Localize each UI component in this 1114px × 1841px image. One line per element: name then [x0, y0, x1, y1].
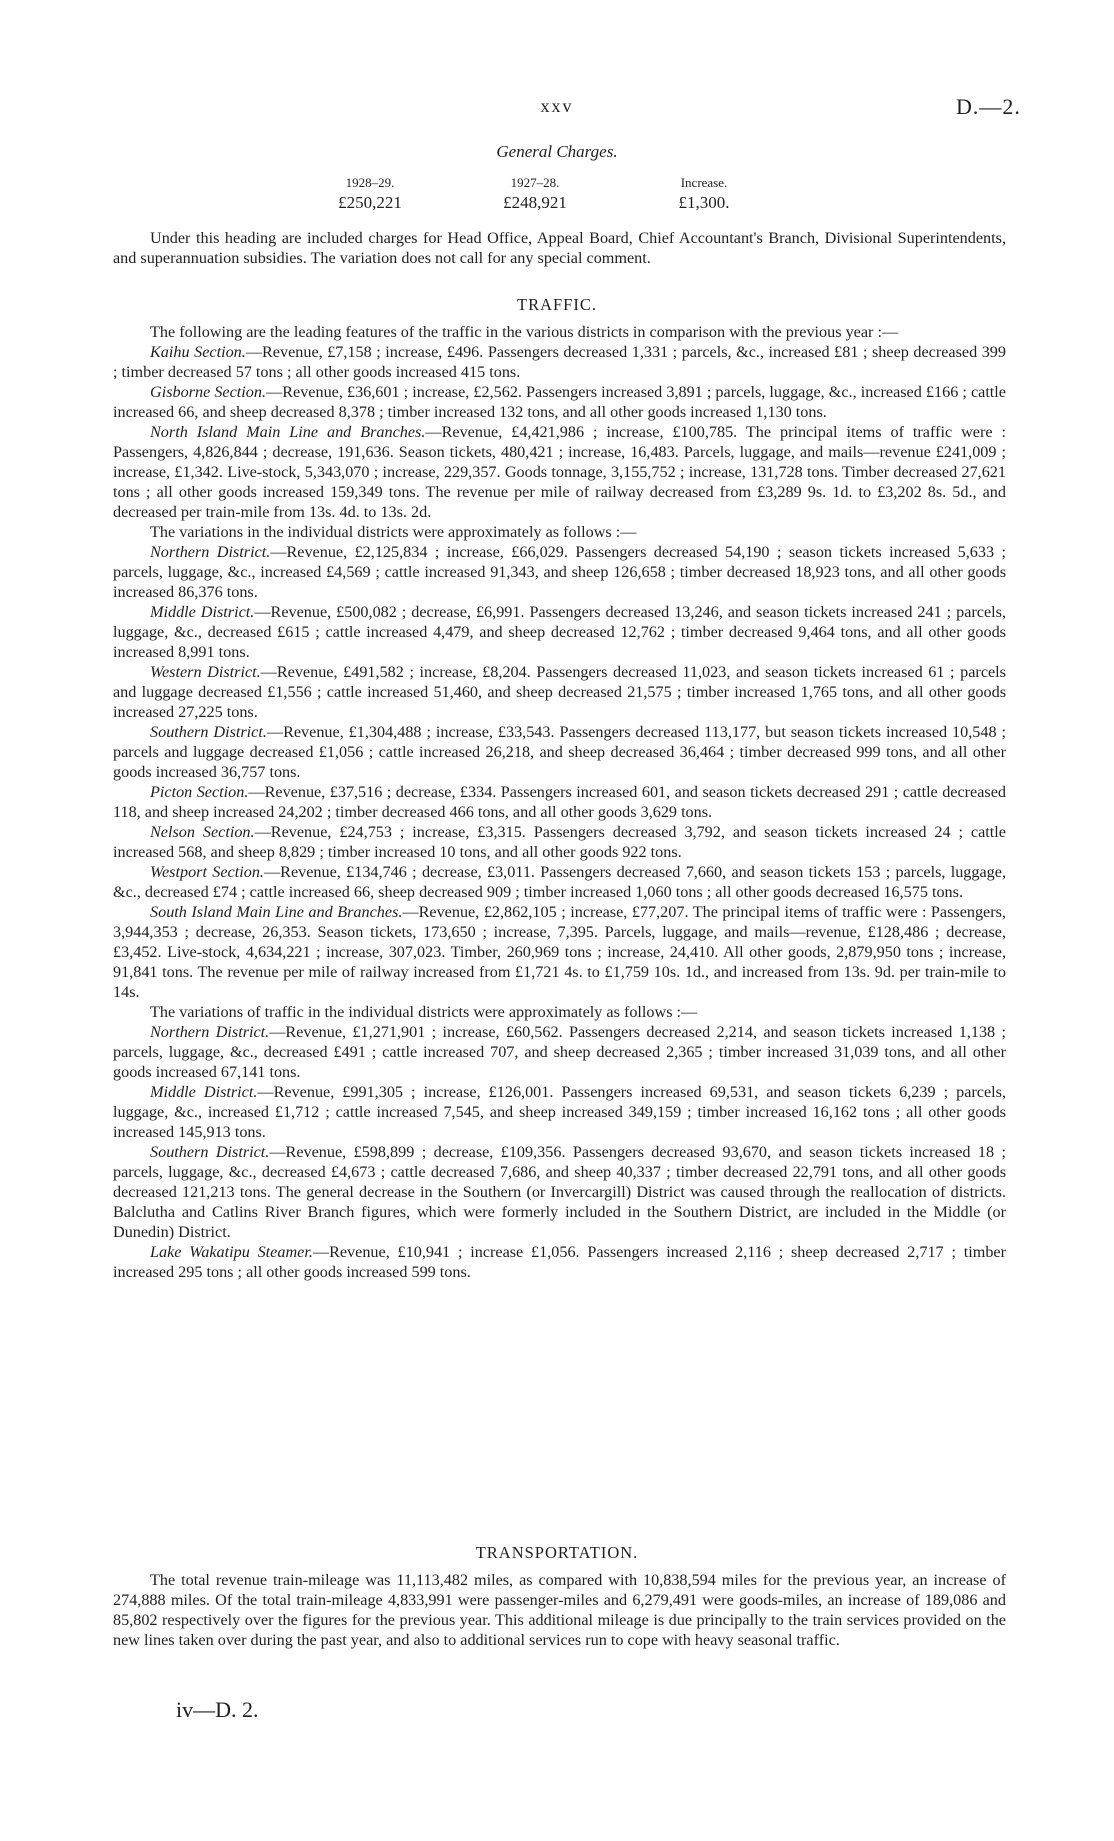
- district-text: —Revenue, £491,582 ; increase, £8,204. Passengers decreased 11,023, and season tickets increased 61 ; parcels and luggage decreased £1,556 ; cattle increased 51,460, and sheep decreased 21,575 ; timber increased 1,765 tons, and all other goods increased 27,225 tons.: [113, 663, 1006, 721]
- district-text: —Revenue, £4,421,986 ; increase, £100,785. The principal items of traffic were : Passengers, 4,826,844 ; decrease, 191,636. Season tickets, 480,421 ; increase, 16,483. Parcels, luggage, and mails—revenue £241,009 ; increase, £1,342. Live-stock, 5,343,070 ; increase, 229,357. Goods tonnage, 3,155,752 ; increase, 131,728 tons. Timber decreased 27,621 tons ; all other goods increased 159,349 tons. The revenue per mile of railway decreased from £3,289 9s. 1d. to £3,202 8s. 5d., and decreased per train-mile from 13s. 4d. to 13s. 2d.: [113, 423, 1006, 521]
- district-text: —Revenue, £36,601 ; increase, £2,562. Passengers increased 3,891 ; parcels, luggage, &c., increased £166 ; cattle increased 66, and sheep decreased 8,378 ; timber increased 132 tons, and all other goods increased 1,130 tons.: [113, 383, 1006, 421]
- traffic-paragraph: [113, 862, 1006, 902]
- district-label: Lake Wakatipu Steamer.: [150, 1243, 313, 1261]
- traffic-paragraph: [113, 1002, 1006, 1022]
- charges-year: 1928–29.: [345, 175, 395, 190]
- district-text: —Revenue, £10,941 ; increase £1,056. Passengers increased 2,116 ; sheep decreased 2,717 ; timber increased 295 tons ; all other goods increased 599 tons.: [113, 1243, 1006, 1281]
- transportation-paragraph: The total revenue train-mileage was 11,113,482 miles, as compared with 10,838,594 miles for the previous year, an increase of 274,888 miles. Of the total train-mileage 4,833,991 were passenger-miles and 6,279,491 were goods-miles, an increase of 189,086 and 85,802 respectively over the figures for the previous year. This additional mileage is due principally to the train services provided on the new lines taken over during the past year, and also to additional services run to cope with heavy seasonal traffic.: [113, 1571, 1006, 1649]
- traffic-paragraph: [113, 662, 1006, 722]
- district-label: Southern District.: [150, 723, 267, 741]
- district-label: Kaihu Section.: [150, 343, 246, 361]
- district-text: —Revenue, £2,862,105 ; increase, £77,207. The principal items of traffic were : Passengers, 3,944,353 ; decrease, 26,353. Season tickets, 173,650 ; increase, 7,395. Parcels, luggage, and mails—revenue, £128,486 ; decrease, £3,452. Live-stock, 4,634,221 ; increase, 307,023. Timber, 260,969 tons ; increase, 24,410. All other goods, 2,879,950 tons ; increase, 91,841 tons. The revenue per mile of railway increased from £1,721 4s. to £1,759 10s. 1d., and increased from 13s. 9d. per train-mile to 14s.: [113, 903, 1006, 1001]
- traffic-paragraph: [113, 1242, 1006, 1282]
- district-text: —Revenue, £37,516 ; decrease, £334. Passengers increased 601, and season tickets decreased 291 ; cattle decreased 118, and sheep increased 24,202 ; timber decreased 466 tons, and all other goods 3,629 tons.: [113, 783, 1006, 821]
- district-label: Middle District.: [150, 1083, 258, 1101]
- district-text: —Revenue, £1,271,901 ; increase, £60,562. Passengers decreased 2,214, and season tickets increased 1,138 ; parcels, luggage, &c., decreased £491 ; cattle increased 707, and sheep decreased 2,365 ; timber increased 31,039 tons, and all other goods increased 67,141 tons.: [113, 1023, 1006, 1081]
- charges-amount: £1,300.: [678, 193, 730, 212]
- traffic-paragraph: [113, 722, 1006, 782]
- district-text: —Revenue, £24,753 ; increase, £3,315. Passengers decreased 3,792, and season tickets increased 24 ; cattle increased 568, and sheep 8,829 ; timber increased 10 tons, and all other goods 922 tons.: [113, 823, 1006, 861]
- general-charges-body: [113, 228, 1006, 268]
- district-label: Westport Section.: [150, 863, 264, 881]
- traffic-paragraph: [113, 342, 1006, 382]
- district-label: Middle District.: [150, 603, 255, 621]
- traffic-paragraph: [113, 422, 1006, 522]
- traffic-paragraph: [113, 1142, 1006, 1242]
- district-label: Western District.: [150, 663, 261, 681]
- traffic-paragraph: [113, 822, 1006, 862]
- traffic-paragraphs: [113, 342, 1006, 1282]
- district-label: Northern District.: [150, 543, 271, 561]
- district-label: North Island Main Line and Branches.: [150, 423, 426, 441]
- district-text: The variations in the individual districts were approximately as follows :—: [150, 523, 637, 541]
- traffic-paragraph: [113, 1082, 1006, 1142]
- traffic-paragraph: [113, 522, 1006, 542]
- charges-year: 1927–28.: [510, 175, 560, 190]
- general-charges-paragraph: Under this heading are included charges for Head Office, Appeal Board, Chief Accountant's Branch, Divisional Superintendents, and superannuation subsidies. The variation does not call for any special comment.: [113, 229, 1006, 267]
- transportation-body: [113, 1570, 1006, 1650]
- district-text: The variations of traffic in the individual districts were approximately as follows :—: [150, 1003, 698, 1021]
- traffic-paragraph: [113, 542, 1006, 602]
- traffic-intro: The following are the leading features of the traffic in the various districts in comparison with the previous year :—: [150, 323, 899, 341]
- district-text: —Revenue, £500,082 ; decrease, £6,991. Passengers decreased 13,246, and season tickets increased 241 ; parcels, luggage, &c., decreased £615 ; cattle increased 4,479, and sheep decreased 12,762 ; timber decreased 9,464 tons, and all other goods increased 8,991 tons.: [113, 603, 1006, 661]
- traffic-paragraph: [113, 382, 1006, 422]
- district-label: Nelson Section.: [150, 823, 255, 841]
- page-number: xxv: [540, 96, 574, 116]
- traffic-body: [113, 322, 1006, 1282]
- charges-amount: £248,921: [503, 193, 567, 212]
- district-text: —Revenue, £991,305 ; increase, £126,001. Passengers increased 69,531, and season tickets 6,239 ; parcels, luggage, &c., increased £1,712 ; cattle increased 7,545, and sheep increased 349,159 ; timber increased 16,162 tons ; all other goods increased 145,913 tons.: [113, 1083, 1006, 1141]
- charges-amount: £250,221: [338, 193, 402, 212]
- traffic-paragraph: [113, 902, 1006, 1002]
- document-reference: D.—2.: [956, 94, 1021, 119]
- district-label: Picton Section.: [150, 783, 249, 801]
- footer-signature: iv—D. 2.: [176, 1697, 259, 1722]
- charges-column: [300, 175, 440, 213]
- district-text: —Revenue, £7,158 ; increase, £496. Passengers decreased 1,331 ; parcels, &c., increased £81 ; sheep decreased 399 ; timber decreased 57 tons ; all other goods increased 415 tons.: [113, 343, 1006, 381]
- district-text: —Revenue, £1,304,488 ; increase, £33,543. Passengers decreased 113,177, but season tickets increased 10,548 ; parcels and luggage decreased £1,056 ; cattle increased 26,218, and sheep decreased 36,464 ; timber decreased 999 tons, and all other goods increased 36,757 tons.: [113, 723, 1006, 781]
- district-label: Southern District.: [150, 1143, 270, 1161]
- district-label: Gisborne Section.: [150, 383, 267, 401]
- general-charges-title: General Charges.: [496, 142, 618, 161]
- charges-column: [465, 175, 605, 213]
- charges-column: [634, 175, 774, 213]
- traffic-paragraph: [113, 602, 1006, 662]
- transportation-heading: TRANSPORTATION.: [475, 1543, 639, 1562]
- district-text: —Revenue, £598,899 ; decrease, £109,356. Passengers decreased 93,670, and season tickets increased 18 ; parcels, luggage, &c., decreased £4,673 ; cattle decreased 7,686, and sheep 40,337 ; timber decreased 22,791 tons, and all other goods decreased 121,213 tons. The general decrease in the Southern (or Invercargill) District was caused through the reallocation of districts. Balclutha and Catlins River Branch figures, which were formerly included in the Southern District, are included in the Middle (or Dunedin) District.: [113, 1143, 1006, 1241]
- charges-year: Increase.: [680, 175, 728, 190]
- district-text: —Revenue, £2,125,834 ; increase, £66,029. Passengers decreased 54,190 ; season tickets increased 5,633 ; parcels, luggage, &c., increased £4,569 ; cattle increased 91,343, and sheep 126,658 ; timber decreased 18,923 tons, and all other goods increased 86,376 tons.: [113, 543, 1006, 601]
- traffic-heading: TRAFFIC.: [517, 295, 597, 314]
- traffic-paragraph: [113, 1022, 1006, 1082]
- district-label: South Island Main Line and Branches.: [150, 903, 403, 921]
- district-label: Northern District.: [150, 1023, 270, 1041]
- district-text: —Revenue, £134,746 ; decrease, £3,011. Passengers decreased 7,660, and season tickets 153 ; parcels, luggage, &c., decreased £74 ; cattle increased 66, sheep decreased 909 ; timber increased 1,060 tons ; all other goods decreased 16,575 tons.: [113, 863, 1007, 901]
- traffic-paragraph: [113, 782, 1006, 822]
